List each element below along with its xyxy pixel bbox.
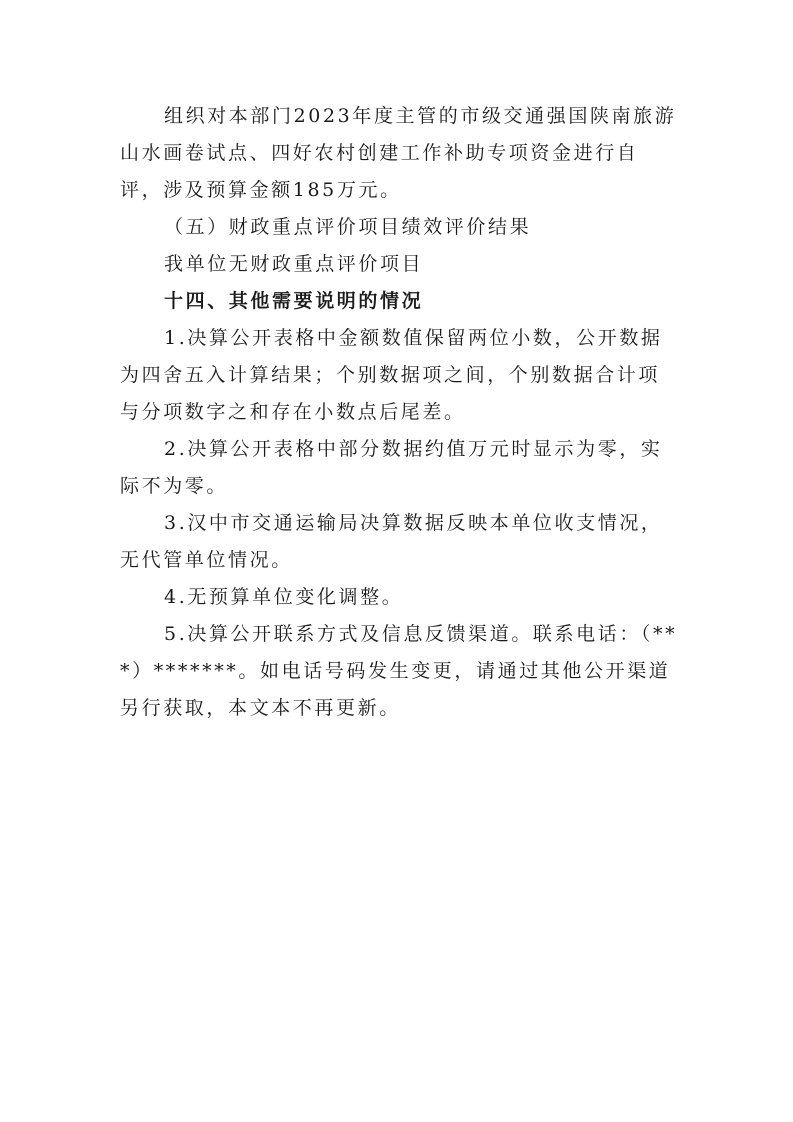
note-item: 1.决算公开表格中金额数值保留两位小数，公开数据为四舍五入计算结果；个别数据项之间，个别数据合计项与分项数字之和存在小数点后尾差。 <box>120 327 663 423</box>
document-body <box>120 98 680 727</box>
no-key-evaluation-paragraph: 我单位无财政重点评价项目 <box>164 253 424 275</box>
note-item: 5.决算公开联系方式及信息反馈渠道。联系电话：（***）*******。如电话号码发生变更，请通过其他公开渠道另行获取，本文本不再更新。 <box>120 623 678 719</box>
self-evaluation-paragraph: 组织对本部门2023年度主管的市级交通强国陕南旅游山水画卷试点、四好农村创建工作补助专项资金进行自评，涉及预算金额185万元。 <box>120 105 677 201</box>
key-evaluation-subheading: （五）财政重点评价项目绩效评价结果 <box>164 216 532 238</box>
note-item: 3.汉中市交通运输局决算数据反映本单位收支情况，无代管单位情况。 <box>120 512 663 571</box>
note-item: 2.决算公开表格中部分数据约值万元时显示为零，实际不为零。 <box>120 438 663 497</box>
section-heading: 十四、其他需要说明的情况 <box>164 290 424 312</box>
note-item: 4.无预算单位变化调整。 <box>164 586 404 608</box>
